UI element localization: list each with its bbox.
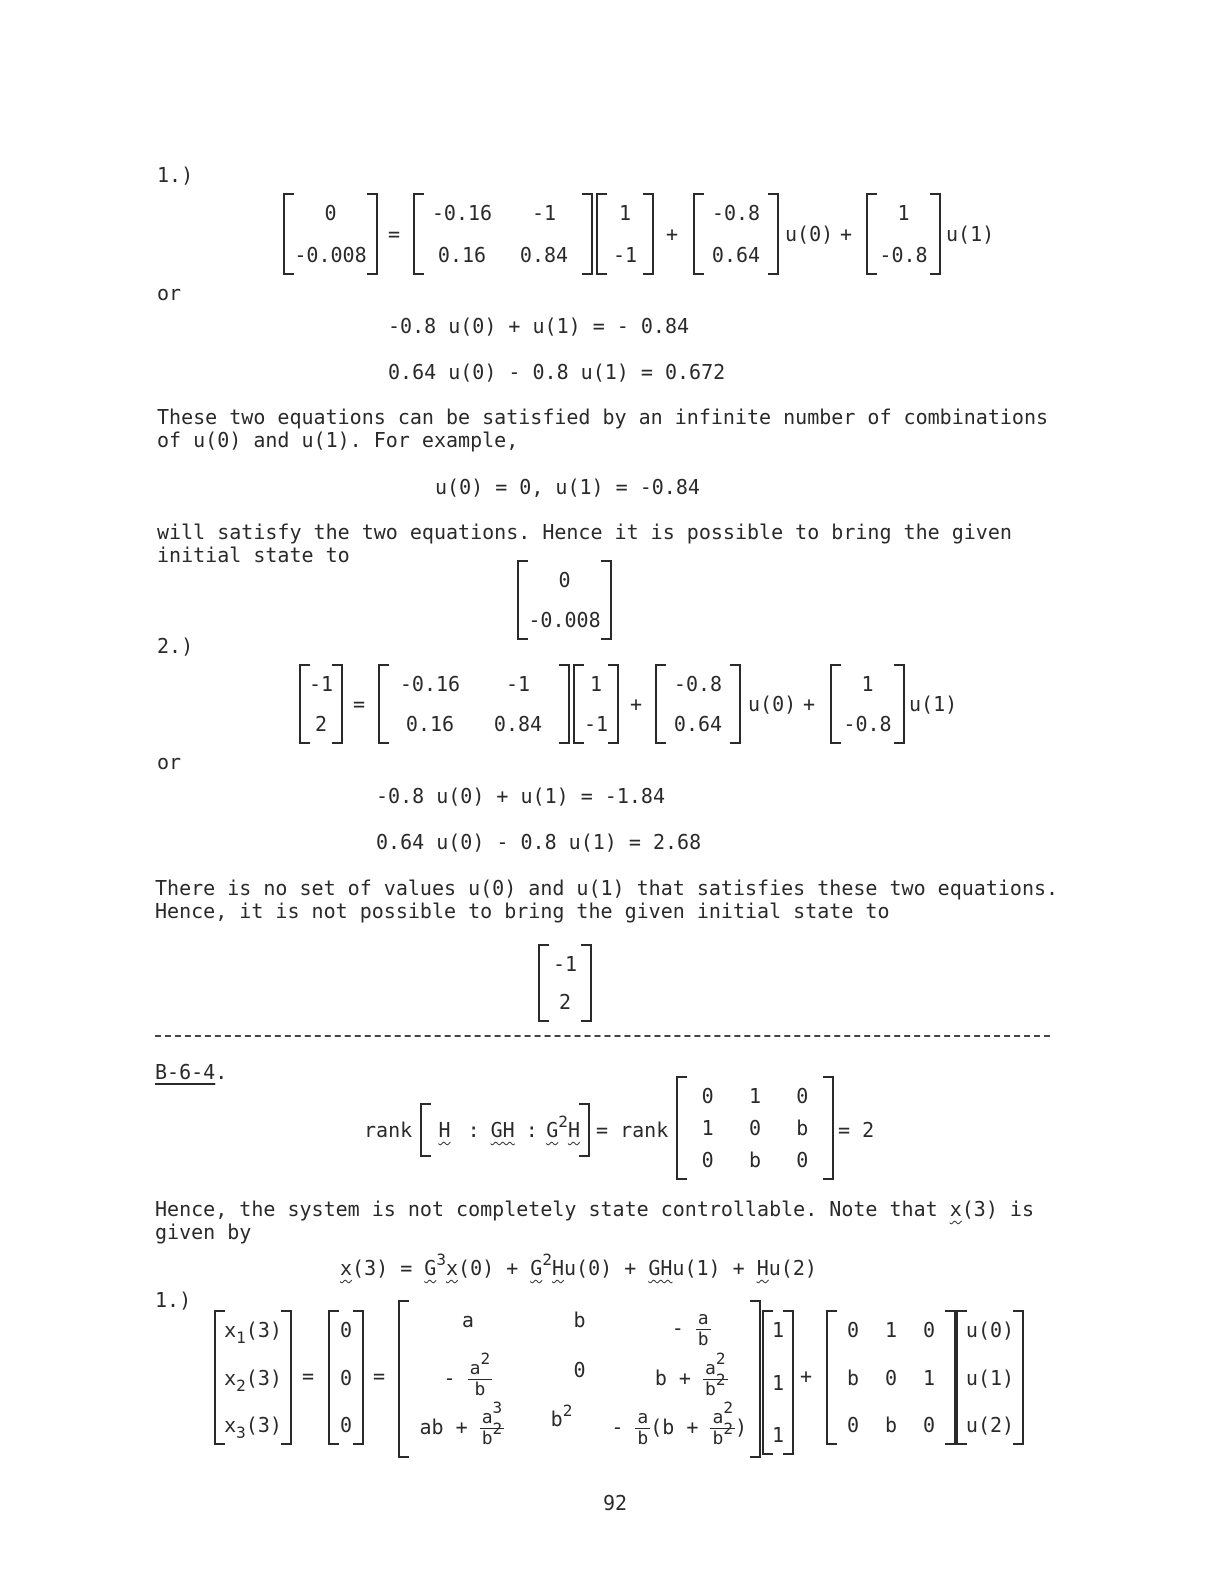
vector-entry: 2 [558, 990, 572, 1014]
vector-entry: u(0) [965, 1318, 1015, 1342]
paragraph-line: initial state to [157, 543, 350, 567]
plus-sign: + [630, 692, 643, 716]
equals-sign: = [302, 1364, 315, 1388]
matrix-entry: 0.84 [493, 712, 543, 736]
vector-entry: $x_1(3)$ [224, 1318, 282, 1347]
matrix-entry: 1 [748, 1084, 762, 1108]
vector-entry: 1 [618, 201, 632, 225]
input-vector [956, 1310, 1024, 1445]
example-values: u(0) = 0, u(1) = -0.84 [435, 475, 700, 499]
part-label: 1.) [155, 1288, 192, 1312]
paragraph-line: of u(0) and u(1). For example, [157, 428, 519, 452]
controllability-matrix [676, 1076, 834, 1180]
vector-entry: -1 [308, 672, 334, 696]
vector-entry: 2 [314, 712, 328, 736]
matrix-entry: 0.16 [405, 712, 455, 736]
page-number: 92 [603, 1491, 628, 1515]
equation: 0.64 u(0) - 0.8 u(1) = 2.68 [376, 830, 702, 854]
equals-sign: = [353, 692, 366, 716]
rank-word: rank [364, 1118, 413, 1142]
vector-entry: 1 [589, 672, 603, 696]
problem-number: B-6-4 [155, 1060, 216, 1084]
vector-entry: -0.8 [673, 672, 723, 696]
vector-entry: 1 [897, 201, 910, 225]
input-matrix [826, 1310, 956, 1445]
vector-entry: 1 [861, 672, 874, 696]
lhs-vector [299, 664, 343, 744]
input-term: u(1) [946, 222, 995, 246]
matrix-entry: 0 [846, 1413, 860, 1437]
or-word: or [157, 281, 182, 305]
lhs-vector [283, 193, 378, 275]
h-symbol: H [438, 1118, 451, 1142]
or-word: or [157, 750, 182, 774]
input-term: u(0) [785, 222, 834, 246]
g-cubed-matrix [398, 1300, 761, 1458]
matrix-entry: -0.16 [399, 672, 461, 696]
matrix-entry: 0.84 [519, 243, 569, 267]
matrix-entry: - $\frac{a}{b}$ (b + $\frac{a2}{b2}$ ) [611, 1398, 747, 1449]
target-state-vector [517, 560, 612, 640]
matrix-entry: a [461, 1308, 474, 1332]
zero-vector [328, 1310, 364, 1445]
g-matrix [413, 193, 593, 275]
equals-sign: = [388, 222, 401, 246]
vector-entry: $x_2(3)$ [224, 1365, 282, 1395]
vector-entry: 1 [771, 1423, 785, 1447]
matrix-entry: 0 [701, 1084, 714, 1108]
problem-heading [155, 1062, 227, 1082]
vector-entry: -0.8 [711, 201, 761, 225]
matrix-entry: b [846, 1365, 860, 1390]
vector-entry: u(2) [965, 1413, 1015, 1437]
plus-sign: + [800, 1364, 813, 1388]
matrix-entry: 0 [846, 1318, 860, 1342]
section-divider [155, 1035, 1050, 1037]
paragraph-line: Hence, it is not possible to bring the given initial state to [155, 899, 890, 923]
x3-vector [214, 1310, 292, 1445]
target-state-vector [538, 944, 592, 1022]
equals-sign: = [373, 1364, 386, 1388]
x0-vector [573, 664, 619, 744]
matrix-entry: ab + $\frac{a3}{b2}$ [419, 1398, 503, 1449]
rank-result: = 2 [838, 1118, 875, 1142]
matrix-entry: b [884, 1413, 898, 1437]
matrix-entry: 1 [884, 1318, 898, 1342]
matrix-entry: 1 [701, 1116, 714, 1140]
vector-entry: 0 [339, 1365, 353, 1390]
vector-entry: $x_3(3)$ [224, 1413, 282, 1442]
heading-period: . [215, 1060, 228, 1084]
matrix-entry: 0 [922, 1413, 936, 1437]
matrix-entry: 0 [748, 1116, 762, 1140]
plus-sign: + [666, 222, 679, 246]
matrix-entry: $b^2$ [550, 1401, 573, 1431]
matrix-entry: 0 [922, 1318, 936, 1342]
plus-sign: + [803, 692, 816, 716]
input-term: u(0) [748, 692, 797, 716]
vector-entry: 0 [558, 568, 571, 592]
paragraph-line: given by [155, 1220, 252, 1244]
controllability-matrix-symbolic [420, 1103, 590, 1157]
equation: -0.8 u(0) + u(1) = - 0.84 [388, 314, 690, 338]
vector-entry: 0 [339, 1318, 353, 1342]
x0-vector [762, 1310, 794, 1455]
equals-rank: = rank [596, 1118, 669, 1142]
matrix-entry: - $\frac{a2}{b}$ [443, 1348, 491, 1400]
equation: 0.64 u(0) - 0.8 u(1) = 0.672 [388, 360, 726, 384]
part-label: 2.) [157, 634, 194, 658]
vector-entry: -0.008 [294, 243, 367, 267]
vector-entry: 0 [339, 1413, 353, 1437]
matrix-entry: 0 [884, 1365, 898, 1390]
vector-entry: -1 [612, 243, 638, 267]
input-term: u(1) [909, 692, 958, 716]
matrix-entry: 0 [573, 1357, 586, 1382]
vector-entry: -1 [583, 712, 609, 736]
matrix-entry: b [748, 1148, 762, 1172]
matrix-entry: 1 [922, 1365, 936, 1390]
matrix-entry: -0.16 [431, 201, 493, 225]
matrix-entry: b [796, 1116, 809, 1140]
paragraph-line: Hence, the system is not completely state controllable. Note that x(3) is [155, 1197, 1035, 1221]
vector-entry: -0.008 [528, 608, 601, 632]
matrix-entry: b + $\frac{a2}{b2}$ [654, 1348, 726, 1400]
paragraph-line: will satisfy the two equations. Hence it is possible to bring the given [157, 520, 1012, 544]
vector-entry: -1 [552, 952, 578, 976]
paragraph-line: There is no set of values u(0) and u(1) that satisfies these two equations. [155, 876, 1059, 900]
separator: : [467, 1118, 480, 1142]
vector-entry: 1 [771, 1318, 785, 1342]
part-label: 1.) [157, 163, 194, 187]
matrix-entry: -1 [505, 672, 531, 696]
vector-entry: -0.8 [843, 712, 892, 736]
vector-entry: 1 [771, 1370, 785, 1395]
vector-entry: 0 [324, 201, 337, 225]
h-vector [693, 193, 779, 275]
x0-vector [596, 193, 654, 275]
gh-vector [866, 193, 941, 275]
gh-vector [830, 664, 905, 744]
matrix-entry: b [573, 1308, 586, 1332]
vector-entry: u(1) [965, 1365, 1015, 1390]
state-formula: $x(3) = G^3x(0) + G^2Hu(0) + GHu(1) + Hu(2)$ [340, 1250, 817, 1280]
matrix-entry: 0 [701, 1148, 714, 1172]
gh-symbol: GH [490, 1118, 515, 1142]
equation: -0.8 u(0) + u(1) = -1.84 [376, 784, 665, 808]
plus-sign: + [840, 222, 853, 246]
matrix-entry: -1 [531, 201, 557, 225]
vector-entry: 0.64 [711, 243, 761, 267]
matrix-entry: 0 [796, 1148, 809, 1172]
matrix-entry: 0 [796, 1084, 809, 1108]
vector-entry: -0.8 [879, 243, 928, 267]
paragraph-line: These two equations can be satisfied by an infinite number of combinations [157, 405, 1049, 429]
matrix-entry: - $\frac{a}{b}$ [671, 1308, 709, 1350]
g-matrix [378, 664, 570, 744]
separator: : [525, 1118, 538, 1142]
g2h-symbol: $G^2H$ [546, 1112, 580, 1142]
h-vector [655, 664, 741, 744]
matrix-entry: 0.16 [437, 243, 487, 267]
vector-entry: 0.64 [673, 712, 723, 736]
